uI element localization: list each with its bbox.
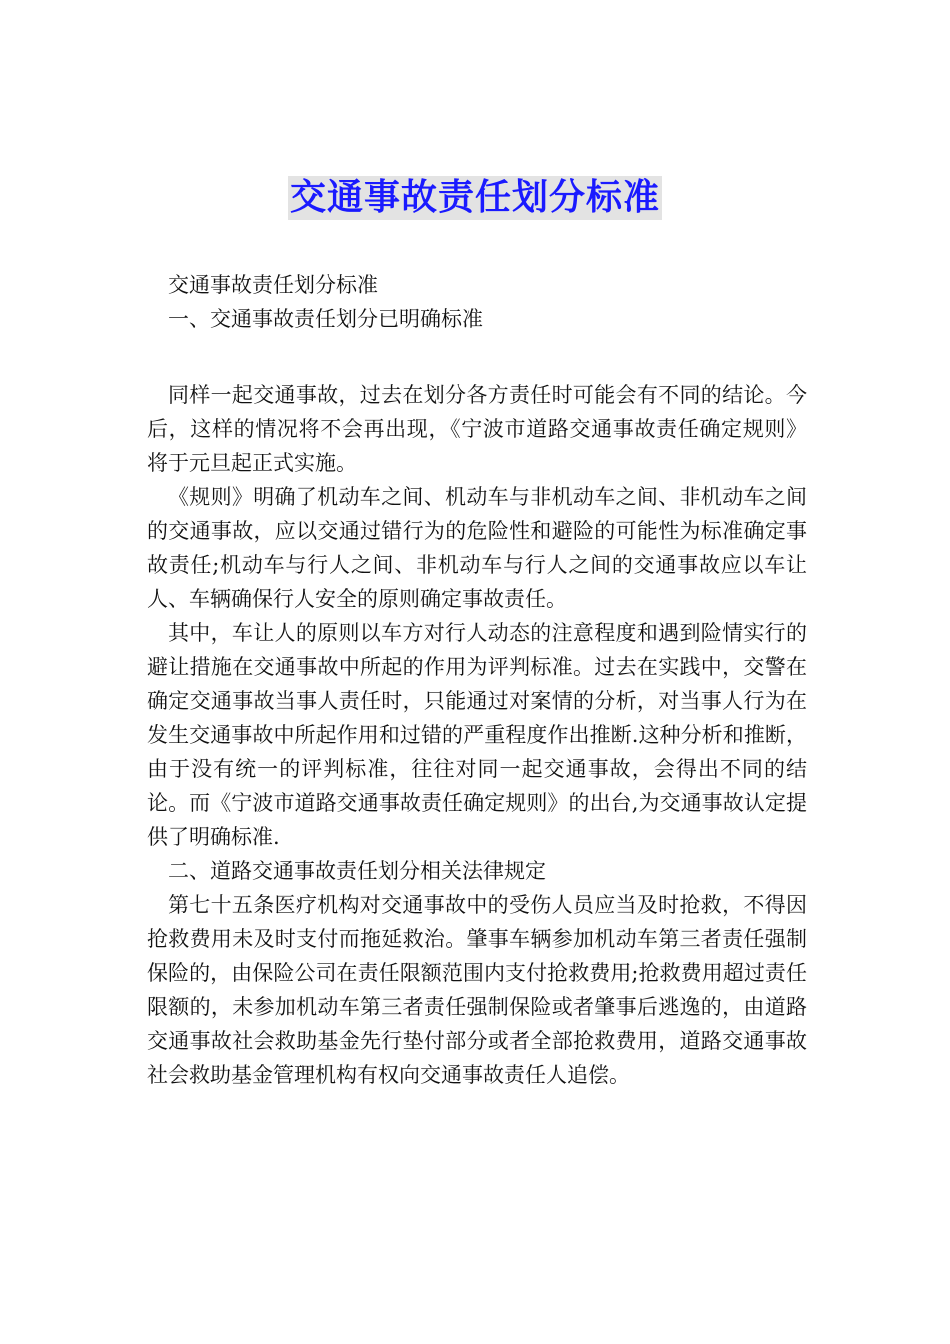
document-title: 交通事故责任划分标准: [289, 177, 660, 218]
paragraph: 同样一起交通事故，过去在划分各方责任时可能会有不同的结论。今后，这样的情况将不会再出现，《宁波市道路交通事故责任确定规则》将于元旦起正式实施。: [147, 383, 807, 475]
paragraph: 《规则》明确了机动车之间、机动车与非机动车之间、非机动车之间的交通事故，应以交通过错行为的危险性和避险的可能性为标准确定事故责任;机动车与行人之间、非机动车与行人之间的交通事故应以车让人、车辆确保行人安全的原则确定事故责任。: [147, 485, 807, 611]
paragraph: 第七十五条医疗机构对交通事故中的受伤人员应当及时抢救，不得因抢救费用未及时支付而拖延救治。肇事车辆参加机动车第三者责任强制保险的，由保险公司在责任限额范围内支付抢救费用;抢救费用超过责任限额的，未参加机动车第三者责任强制保险或者肇事后逃逸的，由道路交通事故社会救助基金先行垫付部分或者全部抢救费用，道路交通事故社会救助基金管理机构有权向交通事故责任人追偿。: [147, 893, 807, 1087]
section-1-heading: 一、交通事故责任划分已明确标准: [168, 307, 483, 331]
document-body: [147, 268, 807, 1092]
section-2-heading: 二、道路交通事故责任划分相关法律规定: [168, 859, 546, 883]
paragraph-gap: [147, 336, 807, 378]
subtitle: 交通事故责任划分标准: [168, 273, 378, 297]
title-container: [0, 176, 950, 220]
paragraph: 其中，车让人的原则以车方对行人动态的注意程度和遇到险情实行的避让措施在交通事故中所起的作用为评判标准。过去在实践中，交警在确定交通事故当事人责任时，只能通过对案情的分析，对当事人行为在发生交通事故中所起作用和过错的严重程度作出推断.这种分析和推断，由于没有统一的评判标准，往往对同一起交通事故，会得出不同的结论。而《宁波市道路交通事故责任确定规则》的出台,为交通事故认定提供了明确标准.: [147, 621, 807, 849]
